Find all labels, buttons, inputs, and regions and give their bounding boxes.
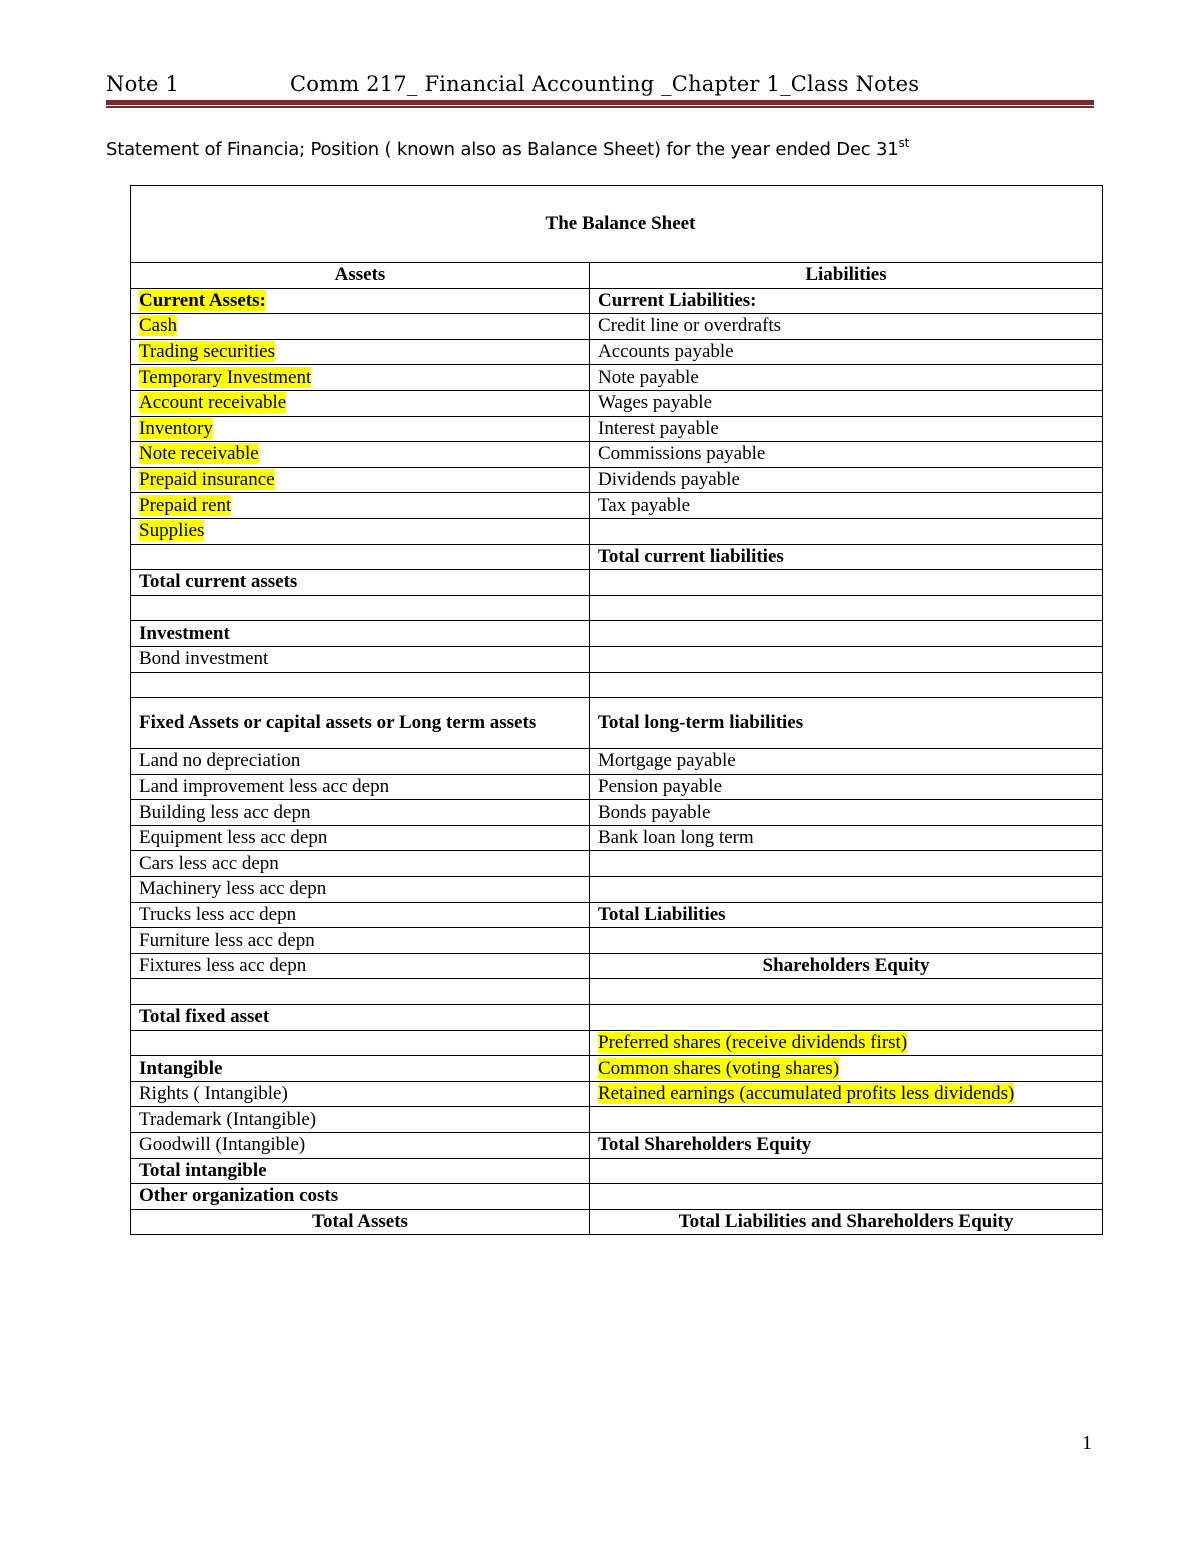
table-row bbox=[131, 749, 1103, 775]
liability-cell bbox=[590, 800, 1103, 826]
asset-text: Investment bbox=[139, 622, 230, 644]
table-row bbox=[131, 314, 1103, 340]
statement-heading bbox=[106, 136, 910, 160]
liability-cell bbox=[590, 953, 1103, 979]
asset-cell bbox=[131, 877, 590, 903]
liability-text: Current Liabilities: bbox=[598, 289, 757, 311]
table-row bbox=[131, 800, 1103, 826]
asset-cell bbox=[131, 570, 590, 596]
asset-text: Current Assets: bbox=[139, 289, 266, 311]
total-liabilities-equity-cell bbox=[590, 1209, 1103, 1235]
statement-text: Statement of Financia; Position ( known also as Balance Sheet) for the year ended Dec 31 bbox=[106, 139, 899, 160]
asset-text: Intangible bbox=[139, 1057, 223, 1079]
asset-cell bbox=[131, 1184, 590, 1210]
table-row bbox=[131, 953, 1103, 979]
asset-cell bbox=[131, 774, 590, 800]
liability-cell bbox=[590, 1005, 1103, 1031]
liability-text: Total Liabilities and Shareholders Equity bbox=[678, 1211, 1014, 1233]
liability-text: Total current liabilities bbox=[598, 545, 784, 567]
liability-text: Interest payable bbox=[598, 417, 719, 439]
page-header bbox=[106, 72, 1096, 100]
table-row bbox=[131, 1158, 1103, 1184]
asset-text: Inventory bbox=[139, 417, 213, 439]
table-title: The Balance Sheet bbox=[131, 186, 1103, 263]
liability-cell bbox=[590, 314, 1103, 340]
total-assets-cell bbox=[131, 1209, 590, 1235]
asset-text: Building less acc depn bbox=[139, 801, 311, 823]
asset-text: Rights ( Intangible) bbox=[139, 1083, 288, 1105]
asset-cell bbox=[131, 493, 590, 519]
liabilities-column-header: Liabilities bbox=[590, 263, 1103, 289]
liability-cell bbox=[590, 1133, 1103, 1159]
liability-cell bbox=[590, 646, 1103, 672]
asset-cell bbox=[131, 339, 590, 365]
liability-text: Preferred shares (receive dividends first) bbox=[598, 1031, 908, 1053]
liability-cell bbox=[590, 928, 1103, 954]
liability-cell bbox=[590, 442, 1103, 468]
asset-text: Other organization costs bbox=[139, 1185, 339, 1207]
table-row bbox=[131, 1184, 1103, 1210]
liability-text: Pension payable bbox=[598, 775, 723, 797]
table-row bbox=[131, 877, 1103, 903]
asset-cell bbox=[131, 442, 590, 468]
asset-text: Note receivable bbox=[139, 443, 259, 465]
table-row bbox=[131, 1056, 1103, 1082]
liability-cell bbox=[590, 979, 1103, 1005]
asset-text: Total current assets bbox=[139, 571, 298, 593]
liability-text: Retained earnings (accumulated profits less dividends) bbox=[598, 1083, 1015, 1105]
asset-text: Land improvement less acc depn bbox=[139, 775, 390, 797]
asset-cell bbox=[131, 1107, 590, 1133]
liability-cell bbox=[590, 339, 1103, 365]
asset-text: Furniture less acc depn bbox=[139, 929, 315, 951]
liability-cell bbox=[590, 518, 1103, 544]
table-row bbox=[131, 1133, 1103, 1159]
asset-cell bbox=[131, 1056, 590, 1082]
liability-cell bbox=[590, 851, 1103, 877]
page-number: 1 bbox=[1082, 1432, 1092, 1454]
table-row bbox=[131, 390, 1103, 416]
liability-text: Tax payable bbox=[598, 494, 691, 516]
asset-cell bbox=[131, 1081, 590, 1107]
liability-cell bbox=[590, 365, 1103, 391]
liability-cell bbox=[590, 570, 1103, 596]
asset-text: Total fixed asset bbox=[139, 1006, 270, 1028]
liability-text: Note payable bbox=[598, 366, 699, 388]
liability-cell bbox=[590, 877, 1103, 903]
assets-column-header: Assets bbox=[131, 263, 590, 289]
liability-text: Total Liabilities bbox=[598, 903, 726, 925]
column-header-row bbox=[131, 263, 1103, 289]
liability-cell bbox=[590, 416, 1103, 442]
liability-cell bbox=[590, 1184, 1103, 1210]
liability-text: Bank loan long term bbox=[598, 827, 754, 849]
asset-cell bbox=[131, 749, 590, 775]
asset-cell bbox=[131, 979, 590, 1005]
asset-cell bbox=[131, 646, 590, 672]
liability-text: Total long-term liabilities bbox=[598, 712, 804, 734]
asset-cell bbox=[131, 595, 590, 621]
table-row bbox=[131, 1081, 1103, 1107]
liability-cell bbox=[590, 1107, 1103, 1133]
table-row bbox=[131, 1209, 1103, 1235]
asset-text: Cars less acc depn bbox=[139, 852, 279, 874]
liability-cell bbox=[590, 390, 1103, 416]
asset-text: Temporary Investment bbox=[139, 366, 312, 388]
table-row bbox=[131, 774, 1103, 800]
balance-sheet-table bbox=[130, 185, 1103, 1235]
table-title-row bbox=[131, 186, 1103, 263]
liability-cell bbox=[590, 902, 1103, 928]
liability-cell bbox=[590, 774, 1103, 800]
statement-superscript: st bbox=[898, 136, 910, 150]
table-row bbox=[131, 493, 1103, 519]
asset-cell bbox=[131, 851, 590, 877]
table-row bbox=[131, 928, 1103, 954]
asset-cell bbox=[131, 1005, 590, 1031]
asset-text: Machinery less acc depn bbox=[139, 878, 327, 900]
liability-cell bbox=[590, 467, 1103, 493]
table-row bbox=[131, 1005, 1103, 1031]
liability-cell bbox=[590, 749, 1103, 775]
asset-cell bbox=[131, 1158, 590, 1184]
asset-cell bbox=[131, 928, 590, 954]
asset-cell bbox=[131, 1030, 590, 1056]
table-row bbox=[131, 544, 1103, 570]
asset-text: Trading securities bbox=[139, 341, 275, 363]
asset-text: Fixtures less acc depn bbox=[139, 955, 307, 977]
asset-cell bbox=[131, 953, 590, 979]
liability-text: Commissions payable bbox=[598, 443, 766, 465]
asset-cell bbox=[131, 621, 590, 647]
liability-text: Total Shareholders Equity bbox=[598, 1134, 812, 1156]
table-row bbox=[131, 416, 1103, 442]
liability-cell bbox=[590, 1081, 1103, 1107]
liability-text: Shareholders Equity bbox=[762, 955, 930, 977]
asset-cell bbox=[131, 467, 590, 493]
table-row bbox=[131, 365, 1103, 391]
table-row bbox=[131, 339, 1103, 365]
asset-text: Prepaid rent bbox=[139, 494, 232, 516]
liability-cell bbox=[590, 1030, 1103, 1056]
liability-cell bbox=[590, 544, 1103, 570]
liability-text: Wages payable bbox=[598, 392, 712, 414]
table-row bbox=[131, 595, 1103, 621]
liability-cell bbox=[590, 621, 1103, 647]
asset-cell bbox=[131, 902, 590, 928]
asset-cell bbox=[131, 800, 590, 826]
asset-cell bbox=[131, 518, 590, 544]
asset-text: Supplies bbox=[139, 520, 205, 542]
liability-cell bbox=[590, 698, 1103, 749]
asset-cell bbox=[131, 672, 590, 698]
table-row bbox=[131, 672, 1103, 698]
table-row bbox=[131, 442, 1103, 468]
table-row bbox=[131, 467, 1103, 493]
liability-text: Credit line or overdrafts bbox=[598, 315, 782, 337]
liability-cell bbox=[590, 1056, 1103, 1082]
table-row bbox=[131, 825, 1103, 851]
table-row bbox=[131, 621, 1103, 647]
asset-cell bbox=[131, 544, 590, 570]
note-label: Note 1 bbox=[106, 72, 180, 96]
course-title: Comm 217_ Financial Accounting _Chapter 1_Class Notes bbox=[290, 72, 920, 96]
table-row bbox=[131, 570, 1103, 596]
table-row bbox=[131, 518, 1103, 544]
table-row bbox=[131, 288, 1103, 314]
table-row bbox=[131, 1107, 1103, 1133]
asset-cell bbox=[131, 390, 590, 416]
asset-text: Fixed Assets or capital assets or Long term assets bbox=[139, 712, 537, 734]
liability-text: Accounts payable bbox=[598, 341, 734, 363]
table-row bbox=[131, 646, 1103, 672]
table-row bbox=[131, 902, 1103, 928]
table-row bbox=[131, 698, 1103, 749]
asset-text: Equipment less acc depn bbox=[139, 827, 328, 849]
liability-text: Mortgage payable bbox=[598, 750, 736, 772]
liability-cell bbox=[590, 595, 1103, 621]
asset-text: Account receivable bbox=[139, 392, 287, 414]
liability-cell bbox=[590, 825, 1103, 851]
asset-text: Goodwill (Intangible) bbox=[139, 1134, 306, 1156]
asset-text: Cash bbox=[139, 315, 177, 337]
liability-text: Common shares (voting shares) bbox=[598, 1057, 840, 1079]
asset-text: Trucks less acc depn bbox=[139, 903, 297, 925]
liability-text: Dividends payable bbox=[598, 469, 740, 491]
asset-cell bbox=[131, 314, 590, 340]
asset-cell bbox=[131, 825, 590, 851]
asset-text: Land no depreciation bbox=[139, 750, 301, 772]
asset-cell bbox=[131, 698, 590, 749]
asset-text: Total Assets bbox=[312, 1211, 408, 1233]
liability-cell bbox=[590, 493, 1103, 519]
asset-cell bbox=[131, 288, 590, 314]
table-row bbox=[131, 851, 1103, 877]
liability-cell bbox=[590, 672, 1103, 698]
asset-text: Prepaid insurance bbox=[139, 469, 275, 491]
header-rule-thick bbox=[106, 100, 1094, 105]
asset-text: Trademark (Intangible) bbox=[139, 1108, 317, 1130]
table-row bbox=[131, 1030, 1103, 1056]
asset-cell bbox=[131, 365, 590, 391]
header-rule-thin bbox=[106, 106, 1094, 108]
asset-cell bbox=[131, 1133, 590, 1159]
asset-text: Total intangible bbox=[139, 1159, 267, 1181]
asset-text: Bond investment bbox=[139, 648, 269, 670]
table-row bbox=[131, 979, 1103, 1005]
liability-cell bbox=[590, 288, 1103, 314]
liability-text: Bonds payable bbox=[598, 801, 711, 823]
asset-cell bbox=[131, 416, 590, 442]
liability-cell bbox=[590, 1158, 1103, 1184]
